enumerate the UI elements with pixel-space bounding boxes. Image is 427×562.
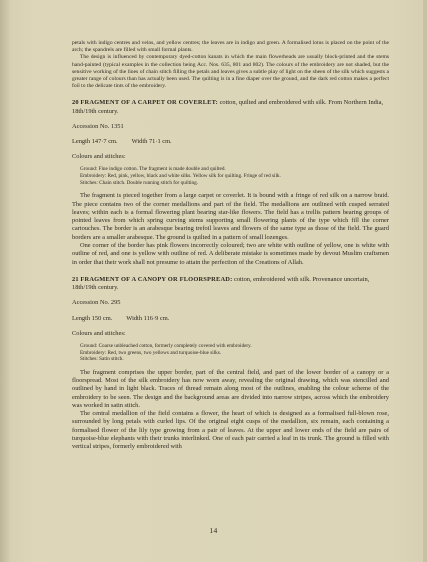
page-number: 14 (209, 526, 218, 535)
item-21-embroidery: Embroidery: Red, two greens, two yellows and turquoise-blue silks. (80, 349, 222, 356)
item-20-heading (72, 99, 389, 115)
item-21-dimensions (72, 315, 389, 323)
item-21-heading (72, 276, 389, 292)
item-20-accession: Accession No. 1351 (72, 122, 124, 130)
item-21-stitches: Stitches: Satin stitch. (80, 356, 124, 363)
item-21-title: FRAGMENT OF A CANOPY OR FLOORSPREAD: (80, 275, 233, 283)
item-20-width: Width 71·1 cm. (131, 138, 172, 146)
item-20-ground: Ground: Fine indigo cotton. The fragment is made double and quilted. (80, 166, 226, 173)
item-21-number: 21 (72, 275, 79, 283)
item-21-width: Width 116·9 cm. (126, 314, 170, 322)
item-21-ground: Ground: Coarse unbleached cotton, formerly completely covered with embroidery. (80, 342, 252, 349)
item-20-description: cotton, quilted and embroidered with silk. From Northern India, 18th/19th century. (72, 99, 384, 115)
item-20-embroidery: Embroidery: Red, pink, yellow, black and white silks. Yellow silk for quilting. Fringe of red silk. (80, 173, 281, 180)
item-21-stitch-list (80, 343, 389, 363)
intro-paragraph-2: The design is influenced by contemporary dyed-cotton kanats in which the main flowerheads are usually block-printed and the stems hand-painted (typical examples in the collection being Acc. Nos. 635, 801 and 802). The colours of the embroidery are not shaded, but the sensitive working of the lines of chain stitch filling the petals and leaves gives a subtle play of light on the sheen of the silk which suggests a greater range of colours than has actually been used. The quilting is in a fine diaper over the ground, and the dark red cotton makes a perfect foil to the delicate tints of the embroidery. (72, 54, 389, 90)
item-20-length: Length 147·7 cm. (72, 138, 118, 146)
item-21-paragraph-2: The central medallion of the field contains a flower, the heart of which is designed as a formalised full-blown rose, surrounded by long petals with curled lips. Of the original eight cusps of the medallion, six remain, each containing a formalised flower of the lily type growing from a pair of leaves. At the upper and lower ends of the field are pairs of turquoise-blue elephants with their trunks interlinked. One of each pair carried a leaf in its trunk. The ground is filled with vertical stripes, formerly embroidered with (72, 410, 389, 451)
item-21-length: Length 150 cm. (72, 314, 113, 322)
page-edge (423, 0, 427, 562)
item-21-paragraph-1: The fragment comprises the upper border, part of the central field, and part of the lower border of a canopy or a floorspread. Most of the silk embroidery has now worn away, revealing the original drawing, which was stencilled and outlined by hand in light black. Traces of thread remain along most of the outlines, enabling the colour scheme of the embroidery to be seen. The design and the background areas are divided into narrow stripes, across which the embroidery was worked in satin stitch. (72, 368, 389, 409)
item-20-stitch-list (80, 166, 389, 186)
item-21-description: cotton, embroidered with silk. Provenance uncertain, 18th/19th century. (72, 275, 370, 292)
item-20-dimensions (72, 138, 389, 146)
item-21-accession: Accession No. 295 (72, 299, 121, 307)
item-21-colours-label: Colours and stitches: (72, 329, 126, 337)
item-20-paragraph-2: One corner of the border has pink flowers incorrectly coloured; two are white with outline of yellow, one is white with outline of red, and one is yellow with outline of red. A deliberate mistake is sometimes made by devout Muslim craftsmen in order that their work shall not presume to attain the perfection of the Creations of Allah. (72, 242, 389, 266)
item-20-number: 20 (72, 99, 79, 107)
item-20-title: FRAGMENT OF A CARPET OR COVERLET: (80, 99, 218, 107)
intro-paragraph-1: petals with indigo centres and veins, and yellow centres; the leaves are in indigo and green. A formalised lotus is placed on the point of the arch; the spandrels are filled with small formal plants. (72, 40, 389, 54)
book-spine-shadow (0, 0, 10, 562)
item-20-colours-label: Colours and stitches: (72, 153, 126, 161)
item-20-stitches: Stitches: Chain stitch. Double running stitch for quilting. (80, 179, 199, 186)
item-20-paragraph-1: The fragment is pieced together from a large carpet or coverlet. It is bound with a fringe of red silk on a narrow braid. The piece contains two of the corner medallions and part of the field. The medallions are outlined with cusped serrated leaves; within each is a formal flowering plant bearing star-like flowers. The field has a trellis pattern bearing groups of pointed leaves from which spring curving stems supporting small flowering plants of the type which fill the corner cartouches. The border is an arabesque bearing trefoil leaves and flowers of the same type as those of the field. The guard borders are a smaller arabesque. The ground is quilted in a pattern of small lozenges. (72, 192, 389, 241)
